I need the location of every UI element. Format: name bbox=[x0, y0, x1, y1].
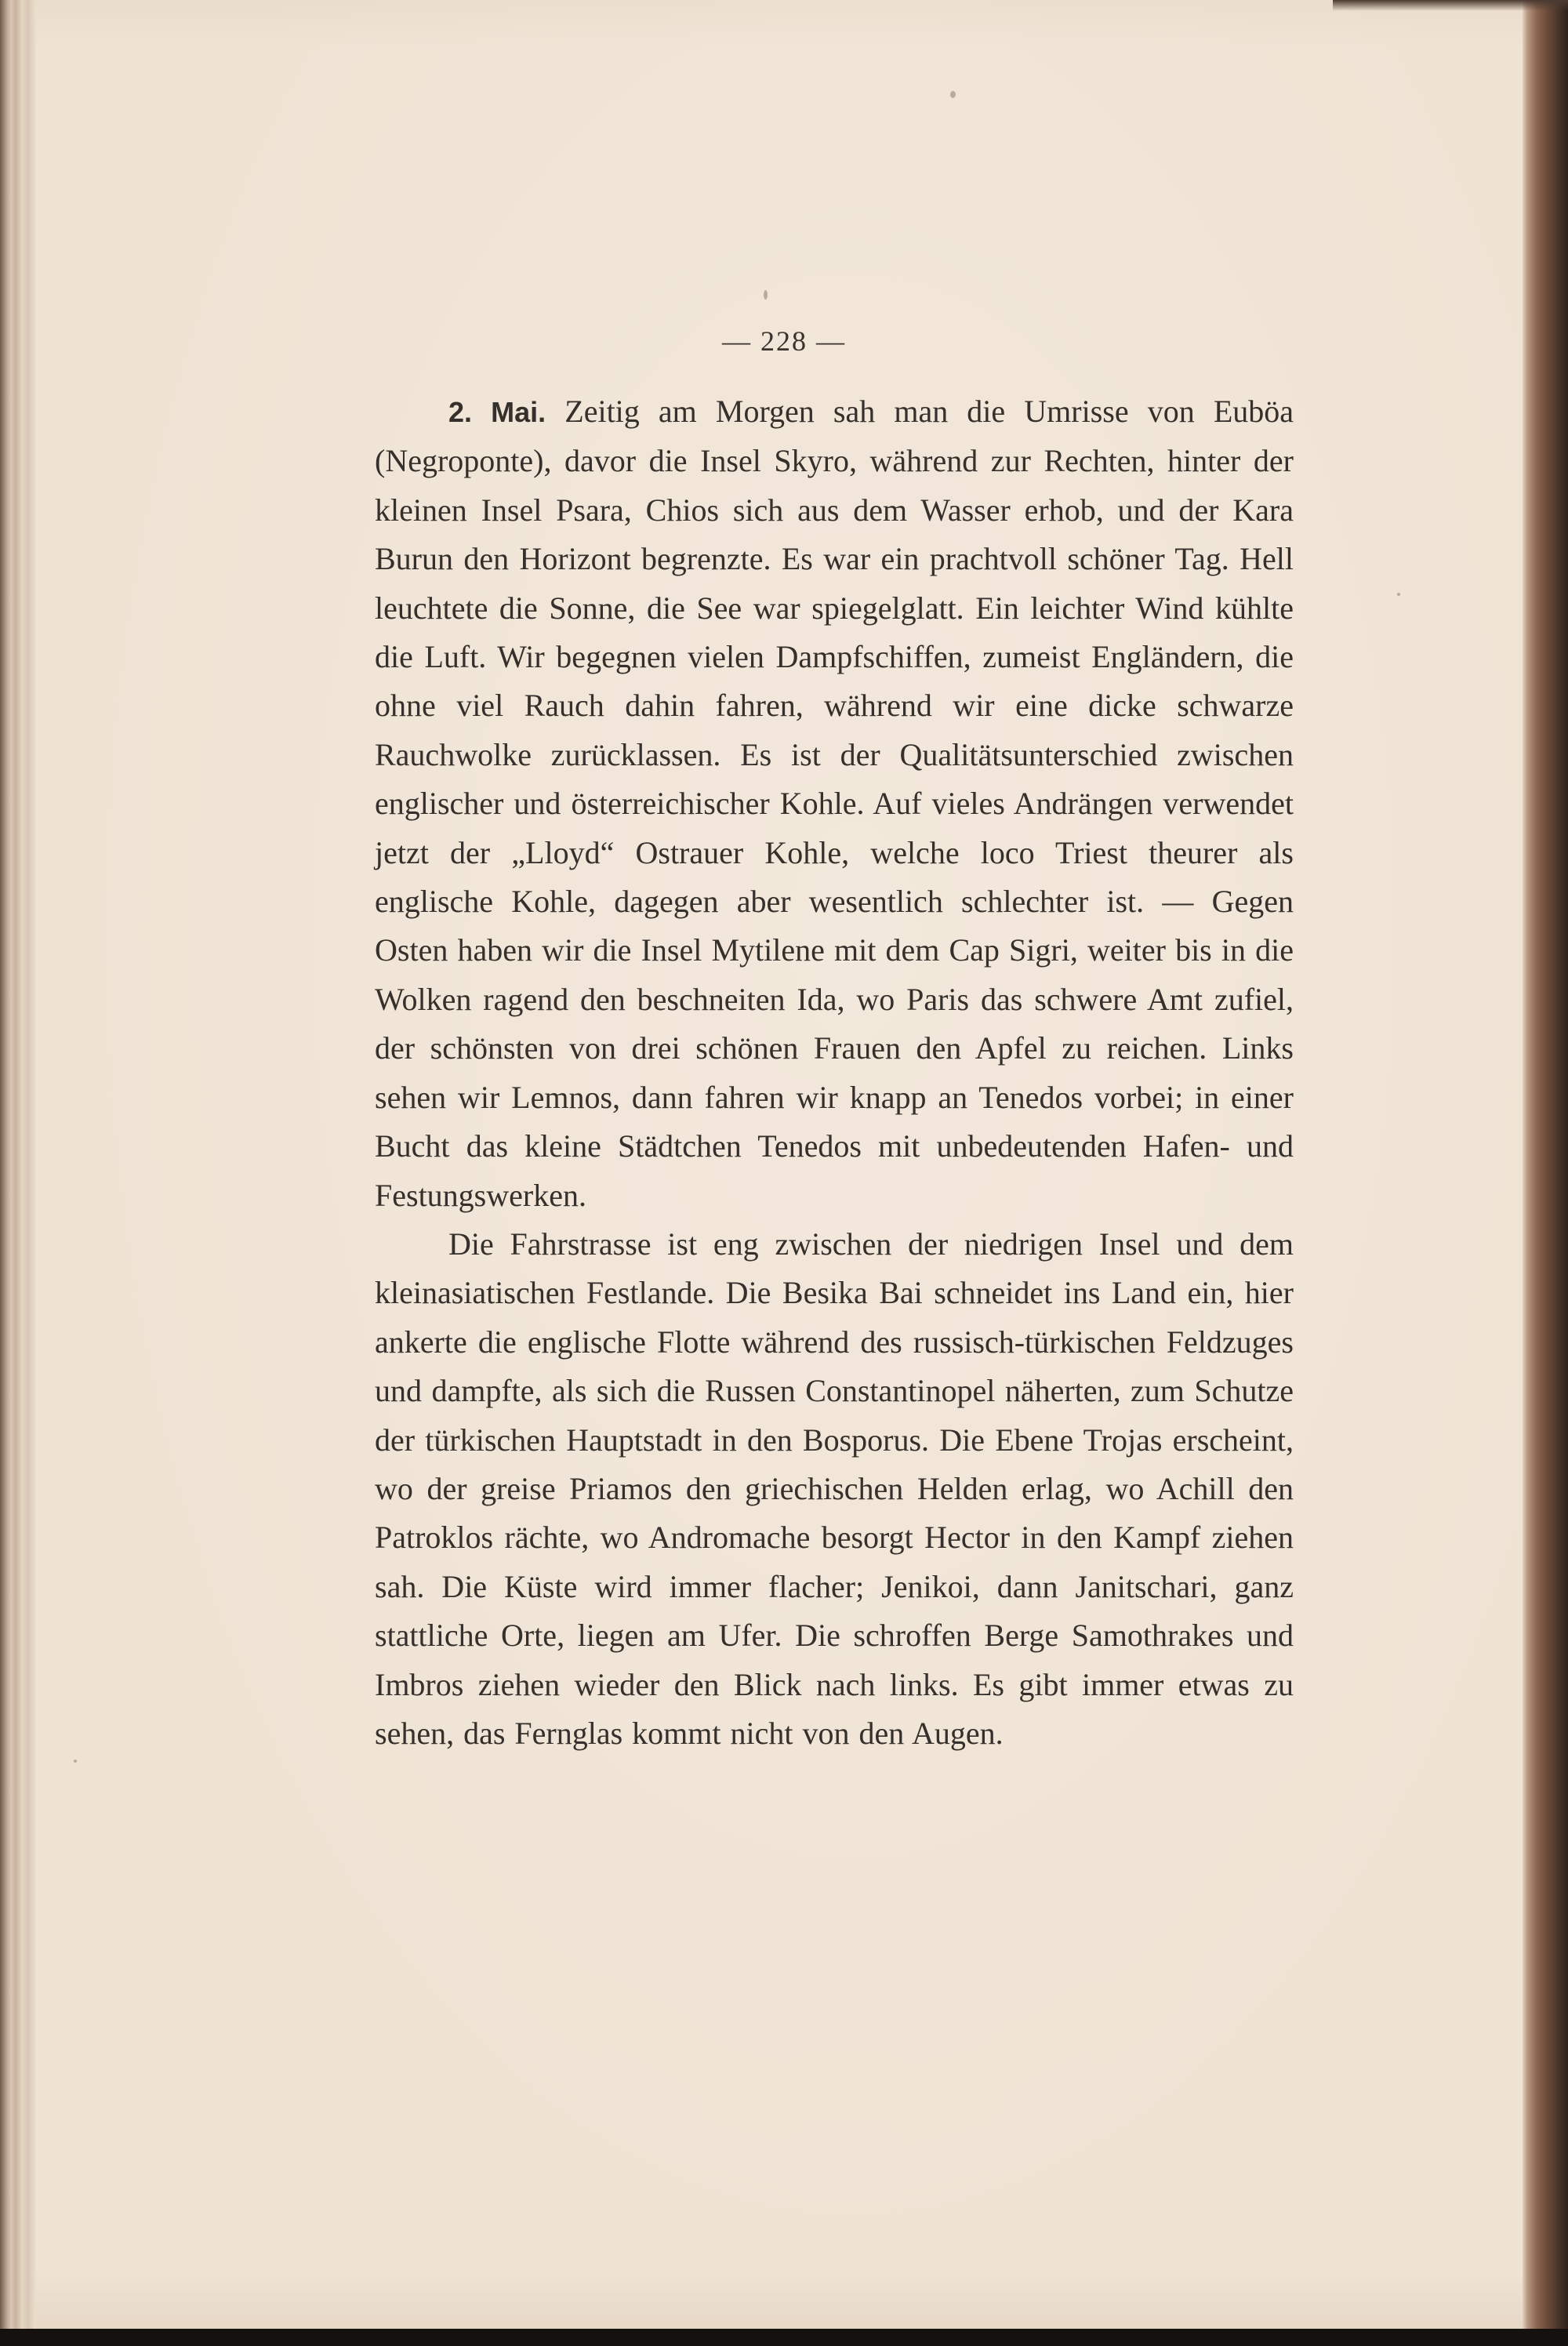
paragraph-1 bbox=[375, 387, 1294, 1220]
body-text bbox=[375, 387, 1294, 1758]
binding-shadow bbox=[1333, 0, 1568, 11]
page-number: — 228 — bbox=[722, 325, 846, 357]
scan-bottom-border bbox=[0, 2329, 1568, 2346]
paper-speck bbox=[74, 1760, 77, 1763]
paragraph-2: Die Fahrstrasse ist eng zwischen der niedrigen Insel und dem kleinasiatischen Festlande. Die Besika Bai schneidet ins Land ein, hier ankerte die englische Flotte während des russisch-türkischen Feldzuges und dampfte, als sich die Russen Constantinopel näherten, zum Schutze der türkischen Hauptstadt in den Bosporus. Die Ebene Trojas erscheint, wo der greise Priamos den griechischen Helden erlag, wo Achill den Patroklos rächte, wo Andromache besorgt Hector in den Kampf ziehen sah. Die Küste wird immer flacher; Jenikoi, dann Janitschari, ganz stattliche Orte, liegen am Ufer. Die schroffen Berge Samothrakes und Imbros ziehen wieder den Blick nach links. Es gibt immer etwas zu sehen, das Fernglas kommt nicht von den Augen. bbox=[375, 1226, 1294, 1751]
paper-speck bbox=[764, 290, 768, 300]
paper-speck bbox=[950, 91, 956, 98]
entry-date: 2. Mai. bbox=[448, 396, 546, 428]
paragraph-1-text: Zeitig am Morgen sah man die Umrisse von Euböa (Negroponte), davor die Insel Skyro, während zur Rechten, hinter der kleinen Insel Psara, Chios sich aus dem Wasser erhob, und der Kara Burun den Horizont begrenzte. Es war ein prachtvoll schöner Tag. Hell leuchtete die Sonne, die See war spiegelglatt. Ein leichter Wind kühlte die Luft. Wir begegnen vielen Dampfschiffen, zumeist Engländern, die ohne viel Rauch dahin fahren, während wir eine dicke schwarze Rauchwolke zurücklassen. Es ist der Qualitätsunterschied zwischen englischer und österreichischer Kohle. Auf vieles Andrängen verwendet jetzt der „Lloyd“ Ostrauer Kohle, welche loco Triest theurer als englische Kohle, dagegen aber wesentlich schlechter ist. — Gegen Osten haben wir die Insel Mytilene mit dem Cap Sigri, weiter bis in die Wolken ragend den beschneiten Ida, wo Paris das schwere Amt zufiel, der schönsten von drei schönen Frauen den Apfel zu reichen. Links sehen wir Lemnos, dann fahren wir knapp an Tenedos vorbei; in einer Bucht das kleine Städtchen Tenedos mit unbedeutenden Hafen- und Festungswerken. bbox=[375, 394, 1294, 1213]
paper-speck bbox=[1397, 593, 1400, 596]
